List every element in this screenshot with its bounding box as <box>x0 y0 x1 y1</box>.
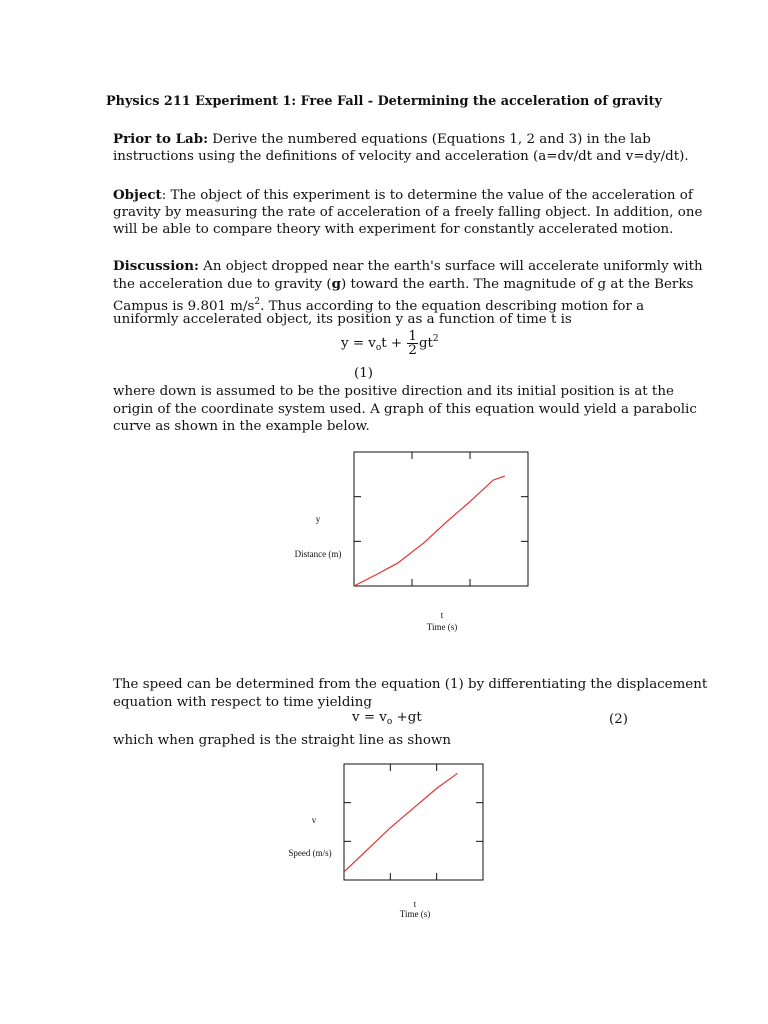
discussion-label: Discussion: <box>113 258 199 274</box>
page-title: Physics 211 Experiment 1: Free Fall - Determining the acceleration of gravity <box>106 94 662 109</box>
chart2-xlabel-symbol: t <box>413 899 417 909</box>
prior-label: Prior to Lab: <box>113 131 209 147</box>
discussion-text-2a: the acceleration due to gravity ( <box>113 277 332 292</box>
object-line-1 <box>113 186 693 205</box>
eq2-subscript: o <box>386 717 393 727</box>
eq1-subscript: o <box>375 343 382 353</box>
chart1-xlabel-symbol: t <box>440 610 444 620</box>
prior-line-2: instructions using the definitions of velocity and acceleration (a=dv/dt and v=dy/dt). <box>113 149 689 164</box>
prior-text-1: Derive the numbered equations (Equations 1, 2 and 3) in the lab <box>208 132 651 147</box>
chart1-series-line <box>354 476 505 586</box>
prior-line-1 <box>113 130 658 149</box>
distance-time-chart <box>353 451 529 587</box>
eq2-rhs: +gt <box>392 710 422 725</box>
equation-1 <box>341 330 439 357</box>
chart2-series-line <box>344 773 458 872</box>
eq1-fraction <box>407 330 418 357</box>
discussion-text-3a: Campus is 9.801 m/s <box>113 299 255 314</box>
eq1-numerator: 1 <box>408 329 417 344</box>
eq1-rhs: gt <box>418 336 433 351</box>
discussion-line-2 <box>113 275 694 294</box>
discussion-line-6: origin of the coordinate system used. A graph of this equation would yield a parabolic <box>113 402 697 417</box>
discussion-text-3b: . Thus according to the equation describing motion for a <box>260 299 645 314</box>
chart2-xlabel: Time (s) <box>399 909 431 919</box>
object-line-2: gravity by measuring the rate of acceleration of a freely falling object. In addition, one <box>113 205 703 220</box>
discussion-line-5: where down is assumed to be the positive direction and its initial position is at the <box>113 384 674 399</box>
discussion-line-4: uniformly accelerated object, its position y as a function of time t is <box>113 312 572 327</box>
object-line-3: will be able to compare theory with experiment for constantly accelerated motion. <box>113 222 674 237</box>
discussion-text-1: An object dropped near the earth's surface will accelerate uniformly with <box>198 259 703 274</box>
equation-2 <box>352 710 422 727</box>
chart1-ylabel: Distance (m) <box>294 549 342 559</box>
g-bold: g <box>331 276 341 292</box>
object-label: Object <box>113 187 162 203</box>
object-text-1: : The object of this experiment is to determine the value of the acceleration of <box>161 188 693 203</box>
chart2-ylabel-symbol: v <box>311 815 317 825</box>
chart1-frame <box>354 452 528 586</box>
chart1-xlabel: Time (s) <box>426 622 458 632</box>
eq1-superscript: 2 <box>432 334 439 344</box>
chart2-frame <box>344 764 483 880</box>
chart1-ylabel-symbol: y <box>315 514 321 524</box>
chart2-ylabel: Speed (m/s) <box>288 848 332 858</box>
equation-1-number: (1) <box>354 366 373 381</box>
eq1-lhs: y = v <box>341 336 376 351</box>
equation-2-number: (2) <box>609 712 628 727</box>
eq2-lhs: v = v <box>352 710 387 725</box>
discussion-text-2c: ) toward the earth. The magnitude of g at the Berks <box>340 277 694 292</box>
units-superscript: 2 <box>254 297 261 307</box>
eq1-mid: t + <box>381 336 407 351</box>
speed-line-3: which when graphed is the straight line as shown <box>113 733 452 748</box>
speed-line-2: equation with respect to time yielding <box>113 695 372 710</box>
eq1-denominator: 2 <box>408 343 417 358</box>
discussion-line-7: curve as shown in the example below. <box>113 419 370 434</box>
discussion-line-1 <box>113 257 703 276</box>
speed-line-1: The speed can be determined from the equation (1) by differentiating the displacement <box>113 677 708 692</box>
speed-time-chart <box>343 763 484 881</box>
